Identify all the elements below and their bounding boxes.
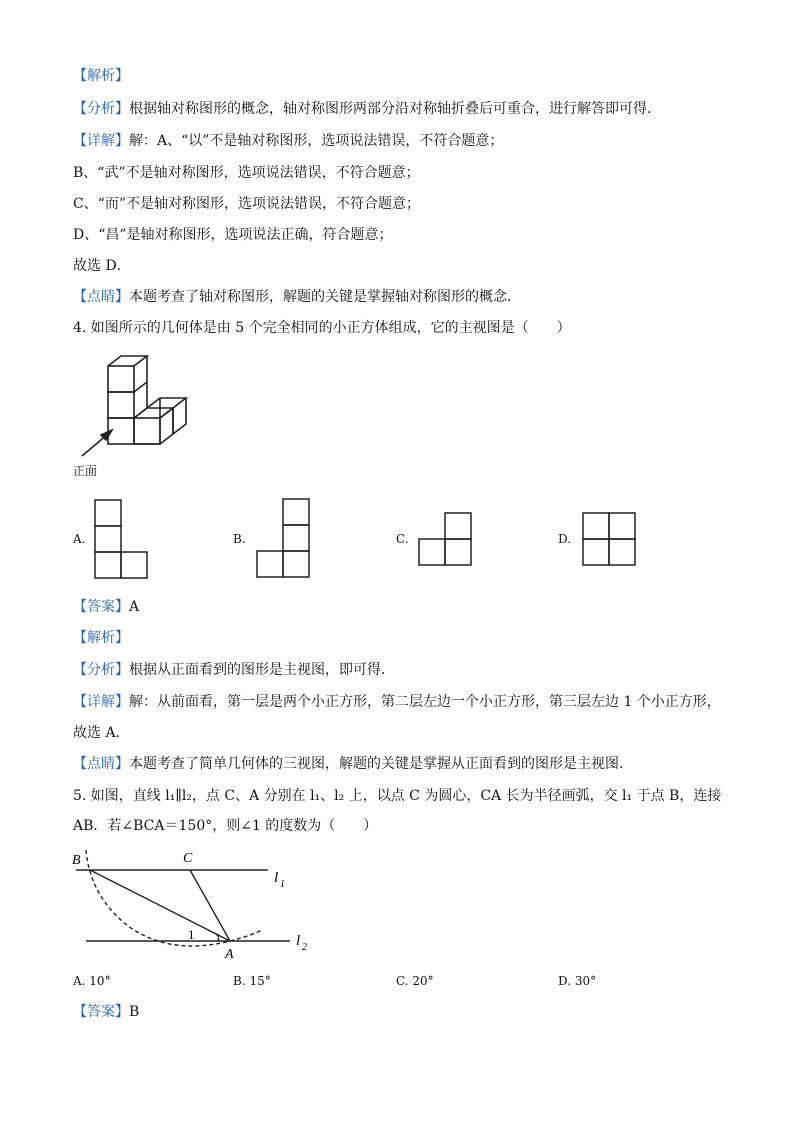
q4-option-b-figure [256,498,312,578]
q4-jiexi-tag: 【解析】 [73,630,129,646]
label-l1: l [274,870,279,886]
q5-option-b: B. 15° [233,974,271,988]
q5-option-d: D. 30° [558,974,597,988]
q4-dianjing: 【点睛】本题考查了简单几何体的三视图，解题的关键是掌握从正面看到的图形是主视图． [73,756,633,772]
q4-answer: 【答案】A [73,599,140,615]
q5-stem-line1: 5. 如图，直线 l₁∥l₂，点 C、A 分别在 l₁、l₂ 上，以点 C 为圆心，CA 长为半径画弧，交 l₁ 于点 B，连接 [73,788,722,804]
q3-option-b-text: B、“武”不是轴对称图形，选项说法错误，不符合题意； [73,165,420,181]
q3-choose: 故选 D． [73,258,131,274]
q5-stem-line2: AB．若∠BCA＝150°，则∠1 的度数为（ ） [73,818,378,834]
q4-option-a-figure [94,499,150,579]
label-l2-sub: 2 [302,942,307,953]
q3-xiangjie: 【详解】解：A、“以”不是轴对称图形，选项说法错误，不符合题意； [73,133,504,149]
xiangjie-tag: 【详解】 [73,133,129,149]
q5-answer: 【答案】B [73,1004,140,1020]
q4-front-label: 正面 [73,464,98,478]
label-l1-sub: 1 [280,879,285,890]
segment-BA [90,870,230,941]
q4-option-c-label: C. [396,532,409,546]
q4-option-a-label: A. [73,532,86,546]
q4-xiangjie: 【详解】解：从前面看，第一层是两个小正方形，第二层左边一个小正方形，第三层左边 1 个小正方形， [73,694,721,710]
answer-tag: 【答案】 [73,1004,129,1020]
q4-option-d-figure [582,512,638,568]
q5-geometry-figure [70,846,330,966]
fenxi-tag: 【分析】 [73,101,129,117]
label-l2: l [296,933,301,949]
label-angle-1: 1 [188,927,195,942]
answer-tag: 【答案】 [73,599,129,615]
dianjing-tag: 【点睛】 [73,756,129,772]
dianjing-tag: 【点睛】 [73,289,129,305]
label-A: A [225,947,234,962]
q3-option-c-text: C、“而”不是轴对称图形，选项说法错误，不符合题意； [73,196,421,212]
label-C: C [183,851,193,866]
fenxi-tag: 【分析】 [73,662,129,678]
q4-stem: 4. 如图所示的几何体是由 5 个完全相同的小正方体组成，它的主视图是（ ） [73,320,571,336]
arc-dashed [86,850,262,946]
q4-choose: 故选 A． [73,725,130,741]
q3-fenxi: 【分析】根据轴对称图形的概念，轴对称图形两部分沿对称轴折叠后可重合，进行解答即可得． [73,101,661,117]
q3-jiexi-tag: 【解析】 [73,68,129,84]
xiangjie-tag: 【详解】 [73,694,129,710]
q4-option-d-label: D. [558,532,572,546]
q5-option-c: C. 20° [396,974,434,988]
q4-option-c-figure [418,512,474,568]
q4-fenxi: 【分析】根据从正面看到的图形是主视图，即可得． [73,662,395,678]
q3-dianjing: 【点睛】本题考查了轴对称图形，解题的关键是掌握轴对称图形的概念． [73,289,521,305]
label-B: B [72,853,81,868]
q3-option-d-text: D、“昌”是轴对称图形，选项说法正确，符合题意； [73,227,393,243]
q4-option-b-label: B. [233,532,246,546]
q5-option-a: A. 10° [73,974,111,988]
